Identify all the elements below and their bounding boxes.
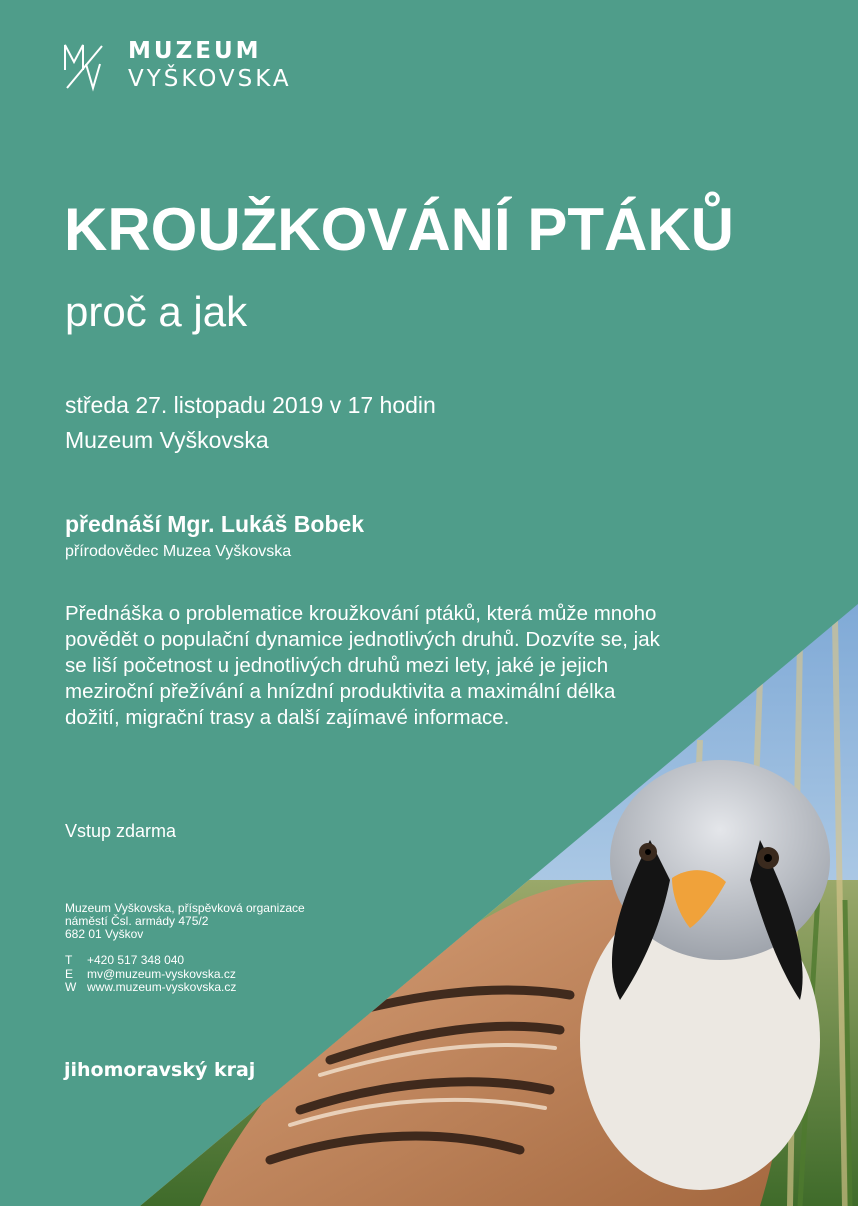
- contact-email: [65, 968, 236, 982]
- description-line: dožití, migrační trasy a další zajímavé informace.: [65, 706, 510, 729]
- museum-logo: [62, 36, 302, 96]
- address-line: 682 01 Vyškov: [65, 927, 144, 941]
- contact-phone: [65, 954, 236, 968]
- lecturer-name: přednáší Mgr. Lukáš Bobek: [65, 511, 365, 537]
- logo-name-line1: MUZEUM: [128, 38, 262, 64]
- description-line: povědět o populační dynamice jednotlivých druhů. Dozvíte se, jak: [65, 628, 660, 651]
- museum-address: [65, 902, 305, 941]
- description-line: Přednáška o problematice kroužkování ptáků, která může mnoho: [65, 602, 657, 625]
- region-logo: jihomoravský kraj: [64, 1059, 256, 1081]
- address-line: náměstí Čsl. armády 475/2: [65, 914, 209, 928]
- contact-key: E: [65, 966, 74, 981]
- museum-logo-mark-icon: [62, 40, 106, 92]
- lecturer-role: přírodovědec Muzea Vyškovska: [65, 543, 292, 560]
- description-line: se liší početnost u jednotlivých druhů mezi lety, jaké je jejich: [65, 654, 609, 677]
- event-date: středa 27. listopadu 2019 v 17 hodin: [65, 392, 436, 418]
- event-subtitle: proč a jak: [65, 288, 248, 335]
- description-line: meziroční přežívání a hnízdní produktivita a maximální délka: [65, 680, 616, 703]
- event-venue: Muzeum Vyškovska: [65, 427, 269, 453]
- address-line: Muzeum Vyškovska, příspěvková organizace: [65, 901, 305, 915]
- contact-key: T: [65, 953, 73, 967]
- email-link[interactable]: mv@muzeum-vyskovska.cz: [87, 966, 236, 981]
- web-link[interactable]: www.muzeum-vyskovska.cz: [87, 980, 237, 994]
- event-title: KROUŽKOVÁNÍ PTÁKŮ: [64, 196, 734, 263]
- museum-contacts: [65, 954, 236, 995]
- logo-name-line2: VYŠKOVSKA: [128, 66, 292, 92]
- entry-info: Vstup zdarma: [65, 821, 177, 841]
- phone-value[interactable]: +420 517 348 040: [87, 953, 185, 967]
- contact-web: [65, 981, 236, 995]
- event-description: [65, 601, 765, 731]
- contact-key: W: [65, 980, 77, 994]
